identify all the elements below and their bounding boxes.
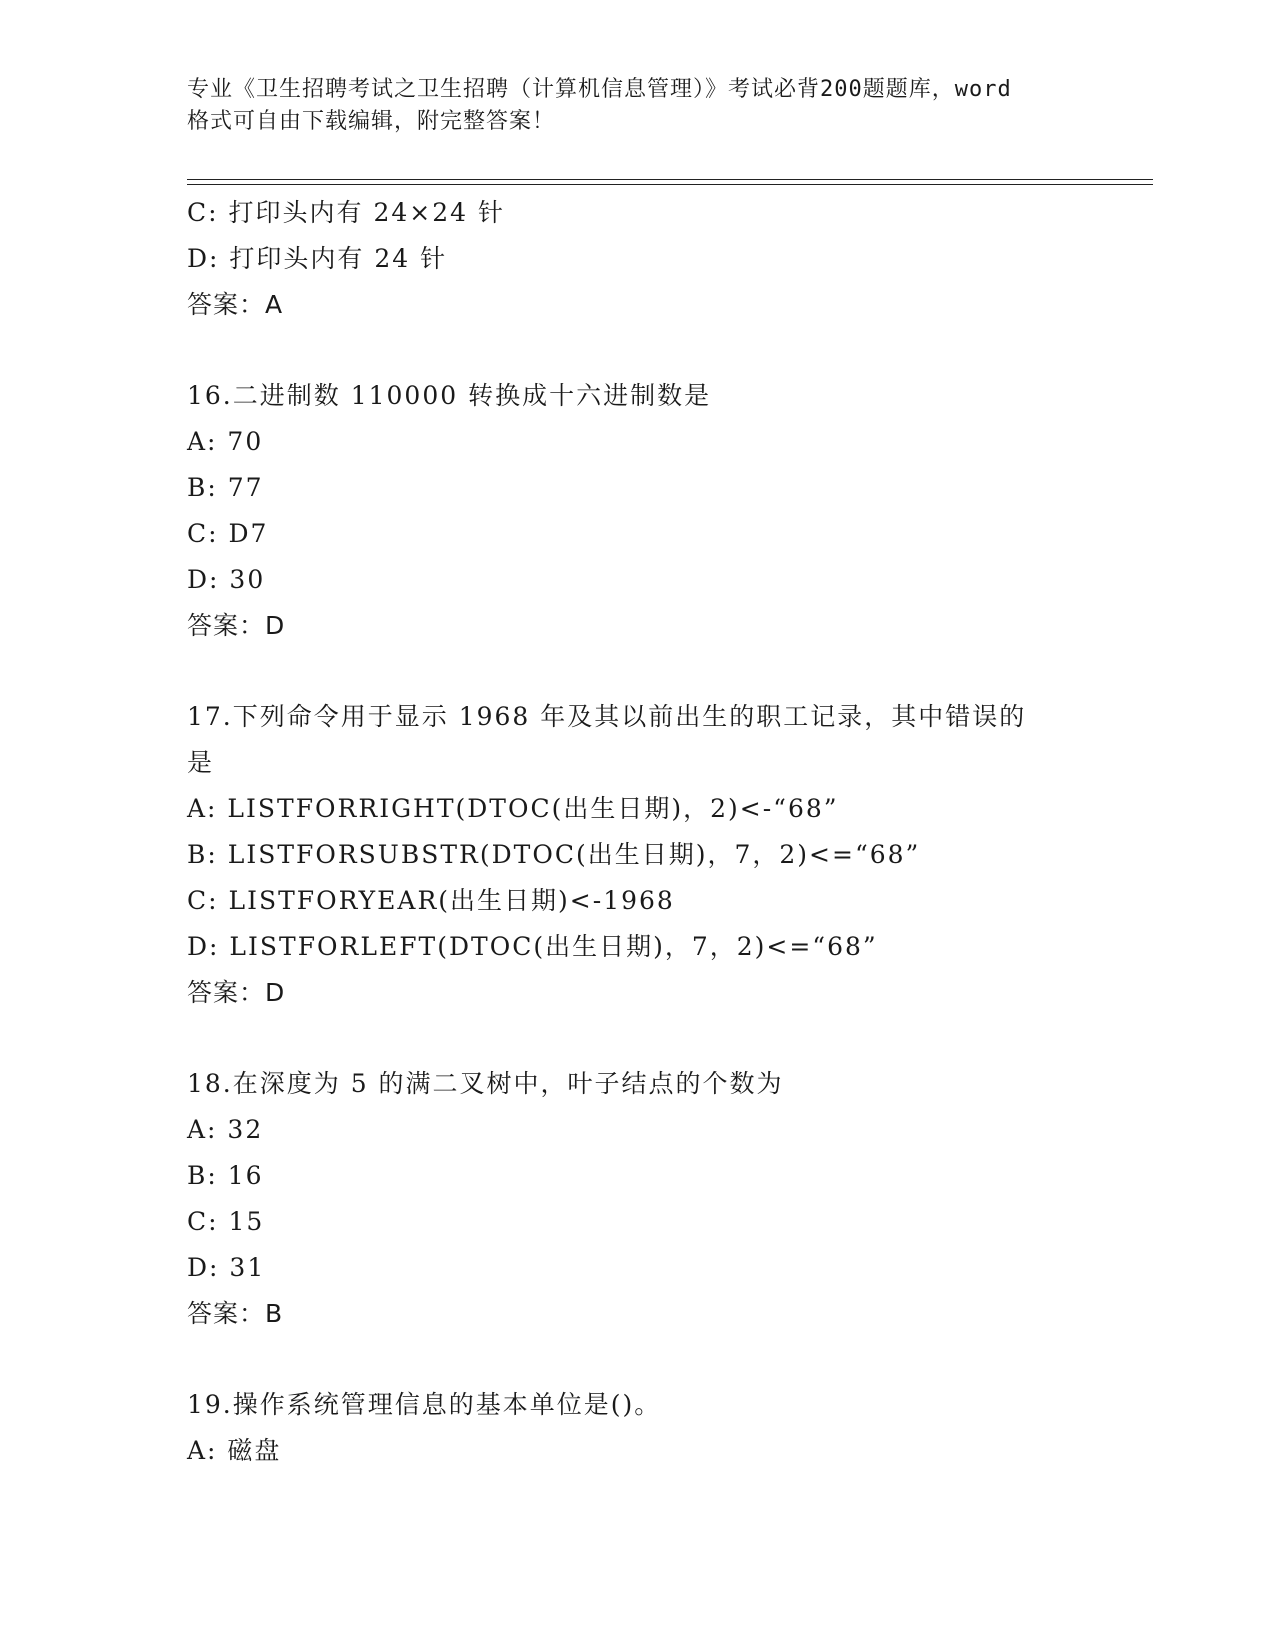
option-c: C: D7 [187, 519, 269, 548]
question-18 [187, 1061, 1107, 1337]
option-d: D: 31 [187, 1253, 266, 1282]
header-divider-top [187, 179, 1153, 180]
option-c: C: 15 [187, 1207, 265, 1236]
option-a: A: 70 [187, 427, 264, 456]
answer-line: 答案：D [187, 978, 286, 1007]
question-list [187, 190, 1107, 1474]
option-d: D: 打印头内有 24 针 [187, 244, 448, 273]
question-19 [187, 1382, 1107, 1474]
question-stem-line-2: 是 [187, 748, 215, 777]
option-a: A: 32 [187, 1115, 264, 1144]
option-b: B: 16 [187, 1161, 264, 1190]
answer-line: 答案：A [187, 290, 284, 319]
option-a: A: 磁盘 [187, 1436, 282, 1465]
header-line-2: 格式可自由下载编辑，附完整答案！ [187, 109, 556, 134]
option-c: C: 打印头内有 24×24 针 [187, 198, 505, 227]
answer-line: 答案：B [187, 1299, 284, 1328]
option-d: D: LISTFORLEFT(DTOC(出生日期)，7，2)<=“68” [187, 932, 878, 961]
question-stem-line-1: 17.下列命令用于显示 1968 年及其以前出生的职工记录，其中错误的 [187, 702, 1027, 731]
option-b: B: 77 [187, 473, 264, 502]
question-stem: 18.在深度为 5 的满二叉树中，叶子结点的个数为 [187, 1069, 784, 1098]
question-stem: 19.操作系统管理信息的基本单位是()。 [187, 1390, 662, 1419]
option-d: D: 30 [187, 565, 266, 594]
option-c: C: LISTFORYEAR(出生日期)<-1968 [187, 886, 675, 915]
question-stem: 16.二进制数 110000 转换成十六进制数是 [187, 381, 712, 410]
header-line-1: 专业《卫生招聘考试之卫生招聘（计算机信息管理）》考试必背200题题库，word [187, 77, 1012, 102]
answer-line: 答案：D [187, 611, 286, 640]
option-a: A: LISTFORRIGHT(DTOC(出生日期)，2)<-“68” [187, 794, 839, 823]
option-b: B: LISTFORSUBSTR(DTOC(出生日期)，7，2)<=“68” [187, 840, 921, 869]
question-15-continued [187, 190, 1107, 328]
header-divider-bottom [187, 184, 1153, 185]
document-header [187, 74, 1087, 138]
question-17 [187, 694, 1107, 1016]
question-16 [187, 373, 1107, 649]
